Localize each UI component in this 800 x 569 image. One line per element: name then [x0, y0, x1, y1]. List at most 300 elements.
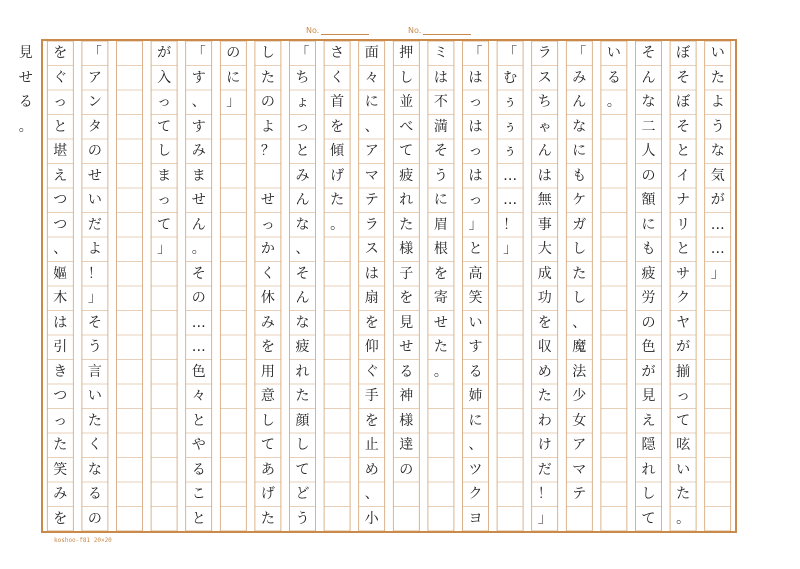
manuscript-character: 功 — [537, 290, 552, 306]
manuscript-character: 並 — [399, 94, 414, 110]
manuscript-character: ツ — [468, 461, 483, 478]
manuscript-character: っ — [468, 192, 483, 208]
manuscript-character: れ — [399, 192, 414, 208]
manuscript-character: た — [260, 69, 275, 86]
manuscript-character: な — [295, 314, 310, 331]
manuscript-character: ガ — [572, 216, 587, 233]
manuscript-character: し — [641, 486, 656, 502]
manuscript-column — [601, 41, 627, 115]
manuscript-character: せ — [87, 167, 102, 184]
manuscript-column — [636, 41, 662, 531]
manuscript-character: く — [87, 437, 102, 453]
manuscript-character: え — [53, 167, 68, 184]
manuscript-character: 見 — [399, 314, 414, 331]
manuscript-character: め — [364, 461, 379, 478]
manuscript-character: が — [676, 339, 691, 355]
manuscript-character: 休 — [260, 290, 275, 306]
number-line — [321, 26, 369, 35]
manuscript-character: マ — [364, 167, 379, 184]
manuscript-character: だ — [87, 216, 102, 233]
manuscript-character: 「 — [468, 45, 483, 61]
manuscript-character: … — [503, 167, 518, 184]
manuscript-character: 色 — [191, 363, 206, 380]
manuscript-character: … — [710, 241, 725, 257]
manuscript-character: ち — [537, 94, 552, 110]
manuscript-character: ア — [572, 437, 587, 453]
manuscript-character: ア — [364, 143, 379, 159]
manuscript-character: 」 — [87, 290, 102, 306]
manuscript-character: そ — [433, 143, 448, 159]
manuscript-character: め — [537, 363, 552, 380]
manuscript-column — [13, 41, 39, 139]
manuscript-character: 傾 — [330, 143, 345, 159]
manuscript-character: 」 — [157, 241, 172, 257]
manuscript-character: う — [433, 167, 448, 184]
manuscript-character: た — [87, 412, 102, 429]
manuscript-character: い — [87, 388, 102, 404]
manuscript-character: く — [330, 69, 345, 86]
manuscript-character: 寄 — [433, 290, 448, 306]
manuscript-character: 。 — [18, 118, 33, 135]
manuscript-character: る — [87, 486, 102, 502]
manuscript-character: っ — [468, 143, 483, 159]
manuscript-character: マ — [572, 461, 587, 478]
manuscript-character: 、 — [191, 94, 206, 110]
manuscript-character: 呟 — [676, 437, 691, 453]
manuscript-character: と — [676, 143, 691, 159]
manuscript-character: げ — [330, 167, 345, 184]
manuscript-character: 堪 — [53, 143, 68, 159]
manuscript-character: 満 — [433, 118, 448, 135]
number-label: No. — [408, 26, 422, 35]
manuscript-character: ま — [191, 167, 206, 184]
manuscript-character: と — [53, 118, 68, 135]
manuscript-character: 扇 — [364, 290, 379, 306]
manuscript-character: た — [676, 486, 691, 502]
manuscript-character: 隠 — [641, 437, 656, 453]
manuscript-character: ん — [295, 192, 310, 208]
manuscript-character: る — [606, 69, 621, 86]
manuscript-character: を — [399, 290, 414, 306]
manuscript-character: て — [157, 216, 172, 233]
manuscript-character: 木 — [53, 290, 68, 306]
manuscript-character: は — [537, 167, 552, 184]
manuscript-character: 「 — [87, 45, 102, 61]
manuscript-character: 」 — [226, 94, 241, 110]
manuscript-character: 色 — [641, 339, 656, 355]
manuscript-character: テ — [364, 192, 379, 208]
manuscript-character: な — [572, 118, 587, 135]
manuscript-character: て — [295, 461, 310, 478]
manuscript-character: つ — [53, 216, 68, 233]
manuscript-character: 、 — [364, 486, 379, 502]
manuscript-character: て — [260, 437, 275, 453]
manuscript-character: く — [260, 265, 275, 282]
manuscript-character: 「 — [191, 45, 206, 61]
manuscript-character: 用 — [260, 363, 275, 380]
manuscript-character: と — [191, 412, 206, 429]
manuscript-column — [428, 41, 454, 384]
manuscript-character: い — [87, 192, 102, 208]
manuscript-character: 、 — [468, 437, 483, 453]
manuscript-character: ス — [537, 69, 552, 86]
manuscript-character: む — [503, 69, 518, 86]
manuscript-character: す — [191, 118, 206, 135]
manuscript-character: が — [157, 45, 172, 61]
manuscript-character: 引 — [53, 339, 68, 355]
manuscript-character: そ — [641, 45, 656, 61]
manuscript-character: ！ — [537, 486, 552, 502]
manuscript-character: ン — [87, 94, 102, 110]
manuscript-character: る — [191, 461, 206, 478]
manuscript-character: て — [399, 143, 414, 159]
manuscript-character: ん — [295, 290, 310, 306]
manuscript-character: ょ — [295, 94, 310, 110]
manuscript-column — [255, 41, 281, 531]
manuscript-character: し — [157, 143, 172, 159]
manuscript-character: テ — [572, 486, 587, 502]
manuscript-character: 、 — [364, 118, 379, 135]
manuscript-character: ぐ — [364, 363, 379, 380]
manuscript-character: ぼ — [676, 94, 691, 110]
manuscript-character: の — [641, 314, 656, 331]
manuscript-character: た — [260, 510, 275, 527]
manuscript-character: だ — [537, 461, 552, 478]
manuscript-character: ぅ — [503, 118, 518, 135]
manuscript-character: っ — [676, 388, 691, 404]
manuscript-character: 顔 — [295, 412, 310, 429]
manuscript-character: ち — [295, 69, 310, 86]
manuscript-character: っ — [157, 192, 172, 208]
manuscript-character: は — [468, 69, 483, 86]
manuscript-character: し — [295, 437, 310, 453]
manuscript-character: 押 — [399, 45, 414, 61]
manuscript-character: 揃 — [676, 363, 691, 380]
manuscript-character: 成 — [537, 265, 552, 282]
manuscript-character: し — [260, 45, 275, 61]
manuscript-character: な — [641, 94, 656, 110]
manuscript-character: ナ — [676, 192, 691, 208]
manuscript-character: 」 — [503, 241, 518, 257]
manuscript-character: 大 — [537, 241, 552, 257]
manuscript-character: ど — [295, 486, 310, 502]
manuscript-character: を — [53, 45, 68, 61]
manuscript-character: 疲 — [399, 167, 414, 184]
manuscript-character: 姉 — [468, 388, 483, 404]
manuscript-character: に — [572, 143, 587, 159]
manuscript-character: っ — [53, 412, 68, 429]
manuscript-character: 」 — [710, 265, 725, 282]
manuscript-column — [359, 41, 385, 531]
manuscript-character: い — [710, 45, 725, 61]
manuscript-column — [566, 41, 592, 507]
manuscript-character: ゃ — [537, 118, 552, 135]
manuscript-character: 、 — [53, 241, 68, 257]
manuscript-character: 根 — [433, 241, 448, 257]
manuscript-character: い — [468, 314, 483, 331]
manuscript-character: み — [260, 314, 275, 331]
manuscript-column — [497, 41, 523, 262]
manuscript-column — [47, 41, 73, 531]
manuscript-character: … — [191, 339, 206, 355]
manuscript-character: 意 — [260, 388, 275, 404]
manuscript-character: は — [364, 265, 379, 282]
manuscript-character: な — [710, 143, 725, 159]
manuscript-character: っ — [157, 94, 172, 110]
manuscript-character: ラ — [364, 216, 379, 233]
manuscript-character: サ — [676, 265, 691, 282]
manuscript-character: き — [53, 363, 68, 380]
manuscript-character: う — [710, 118, 725, 135]
number-field-1 — [306, 26, 369, 35]
manuscript-character: ま — [157, 167, 172, 184]
manuscript-character: た — [53, 437, 68, 453]
manuscript-character: 。 — [606, 94, 621, 110]
manuscript-character: ス — [364, 241, 379, 257]
manuscript-character: そ — [295, 265, 310, 282]
manuscript-character: タ — [87, 118, 102, 135]
manuscript-character: た — [433, 339, 448, 355]
manuscript-character: に — [641, 216, 656, 233]
manuscript-character: 々 — [191, 388, 206, 404]
manuscript-character: が — [710, 192, 725, 208]
manuscript-character: を — [364, 314, 379, 331]
manuscript-character: し — [399, 69, 414, 86]
manuscript-column — [532, 41, 558, 531]
manuscript-character: と — [191, 510, 206, 527]
manuscript-character: そ — [676, 69, 691, 86]
manuscript-character: こ — [191, 486, 206, 502]
manuscript-character: 様 — [399, 241, 414, 257]
manuscript-column — [186, 41, 212, 531]
manuscript-character: 々 — [364, 69, 379, 86]
manuscript-character: せ — [399, 339, 414, 355]
manuscript-character: は — [433, 69, 448, 86]
manuscript-character — [256, 164, 280, 189]
manuscript-character: た — [295, 388, 310, 404]
manuscript-column — [151, 41, 177, 262]
manuscript-character: し — [572, 241, 587, 257]
manuscript-character: 「 — [572, 45, 587, 61]
manuscript-character: 「 — [295, 45, 310, 61]
manuscript-character: 。 — [676, 510, 691, 527]
manuscript-character: か — [260, 241, 275, 257]
manuscript-character: よ — [710, 94, 725, 110]
manuscript-character: も — [572, 167, 587, 184]
manuscript-character: せ — [260, 192, 275, 208]
manuscript-character: … — [710, 216, 725, 233]
manuscript-character: ク — [468, 486, 483, 502]
manuscript-character: と — [468, 241, 483, 257]
manuscript-character: ぅ — [503, 143, 518, 159]
manuscript-character: れ — [641, 461, 656, 478]
manuscript-character: ヨ — [468, 510, 483, 527]
manuscript-column — [463, 41, 489, 531]
manuscript-character: し — [260, 412, 275, 429]
manuscript-character: 気 — [710, 167, 725, 184]
manuscript-character: ア — [87, 69, 102, 86]
manuscript-character: の — [399, 461, 414, 478]
manuscript-character: っ — [295, 118, 310, 135]
manuscript-character: て — [641, 510, 656, 527]
manuscript-column — [670, 41, 696, 531]
manuscript-character: は — [468, 118, 483, 135]
manuscript-character: に — [364, 94, 379, 110]
manuscript-character: 仰 — [364, 339, 379, 355]
manuscript-character: を — [330, 118, 345, 135]
manuscript-character: ラ — [537, 45, 552, 61]
manuscript-character: ぐ — [53, 69, 68, 86]
manuscript-character: え — [641, 412, 656, 429]
manuscript-character: 小 — [364, 510, 379, 527]
manuscript-character: 笑 — [53, 461, 68, 478]
manuscript-character: し — [572, 290, 587, 306]
manuscript-character: っ — [468, 94, 483, 110]
manuscript-character: 少 — [572, 388, 587, 404]
manuscript-character: 額 — [641, 192, 656, 208]
number-field-2 — [408, 26, 471, 35]
manuscript-character: リ — [676, 216, 691, 233]
manuscript-character: べ — [399, 118, 414, 135]
manuscript-character: 様 — [399, 412, 414, 429]
manuscript-character: そ — [191, 265, 206, 282]
manuscript-character: 面 — [364, 45, 379, 61]
manuscript-character: 手 — [364, 388, 379, 404]
manuscript-character: に — [468, 412, 483, 429]
manuscript-character: 笑 — [468, 290, 483, 306]
manuscript-character: 。 — [191, 241, 206, 257]
manuscript-grid — [43, 41, 735, 531]
manuscript-character: 神 — [399, 388, 414, 404]
manuscript-character: つ — [53, 192, 68, 208]
manuscript-character: 不 — [433, 94, 448, 110]
manuscript-character: よ — [260, 118, 275, 135]
manuscript-character: 見 — [641, 388, 656, 404]
manuscript-character: ！ — [87, 265, 102, 282]
manuscript-character: 、 — [572, 314, 587, 331]
manuscript-character: 。 — [433, 363, 448, 380]
manuscript-character: れ — [295, 363, 310, 380]
manuscript-character: イ — [676, 167, 691, 184]
manuscript-character: 」 — [468, 216, 483, 233]
manuscript-character: そ — [87, 314, 102, 331]
manuscript-character: る — [18, 94, 33, 110]
manuscript-character: わ — [537, 412, 552, 429]
manuscript-character: て — [676, 412, 691, 429]
manuscript-character: み — [572, 69, 587, 86]
manuscript-character: 無 — [537, 192, 552, 208]
number-label: No. — [306, 26, 320, 35]
manuscript-character: 女 — [572, 412, 587, 429]
manuscript-character: う — [295, 510, 310, 527]
manuscript-character: た — [537, 388, 552, 404]
manuscript-character: け — [537, 437, 552, 453]
manuscript-character: … — [191, 314, 206, 331]
manuscript-character: ク — [676, 290, 691, 306]
manuscript-character: … — [503, 192, 518, 208]
manuscript-column — [393, 41, 419, 482]
manuscript-character: っ — [260, 216, 275, 233]
manuscript-character: を — [364, 412, 379, 429]
manuscript-character: た — [572, 265, 587, 282]
manuscript-character: て — [157, 118, 172, 135]
manuscript-character: ん — [191, 216, 206, 233]
manuscript-character: 首 — [330, 94, 345, 110]
manuscript-character: に — [226, 69, 241, 86]
manuscript-character: 見 — [18, 45, 33, 61]
manuscript-character: 眉 — [433, 216, 448, 233]
manuscript-character: あ — [260, 461, 275, 478]
manuscript-character: す — [468, 339, 483, 355]
manuscript-character: す — [191, 69, 206, 86]
manuscript-character: つ — [53, 388, 68, 404]
genkou-manuscript-sheet — [18, 39, 737, 533]
manuscript-character: せ — [191, 192, 206, 208]
manuscript-character: た — [330, 192, 345, 208]
manuscript-character: る — [468, 363, 483, 380]
manuscript-character: ぼ — [676, 45, 691, 61]
manuscript-character: ケ — [572, 192, 587, 208]
manuscript-character: は — [468, 167, 483, 184]
manuscript-character: 嫗 — [53, 265, 68, 282]
manuscript-character: 法 — [572, 363, 587, 380]
manuscript-character: た — [399, 216, 414, 233]
manuscript-character: 疲 — [641, 265, 656, 282]
manuscript-character: ん — [537, 143, 552, 159]
manuscript-character: 入 — [157, 69, 172, 86]
manuscript-character: げ — [260, 486, 275, 502]
manuscript-character: の — [260, 94, 275, 110]
manuscript-character: の — [87, 143, 102, 159]
manuscript-character: 、 — [295, 241, 310, 257]
manuscript-character: み — [191, 143, 206, 159]
manuscript-character: と — [676, 241, 691, 257]
manuscript-character: を — [433, 265, 448, 282]
manuscript-character: せ — [18, 69, 33, 86]
manuscript-character: 「 — [503, 45, 518, 61]
manuscript-character: や — [191, 437, 206, 453]
manuscript-character: を — [537, 314, 552, 331]
manuscript-character: 止 — [364, 437, 379, 453]
manuscript-character: ぅ — [503, 94, 518, 110]
manuscript-character: の — [641, 167, 656, 184]
manuscript-character: 高 — [468, 265, 483, 282]
manuscript-character: 収 — [537, 339, 552, 355]
manuscript-column — [705, 41, 731, 286]
manuscript-character: を — [53, 510, 68, 527]
manuscript-column — [82, 41, 108, 531]
manuscript-character: 子 — [399, 265, 414, 282]
manuscript-character: の — [226, 45, 241, 61]
manuscript-character: な — [87, 461, 102, 478]
manuscript-character: は — [53, 314, 68, 331]
manuscript-character: み — [295, 167, 310, 184]
manuscript-character: た — [710, 69, 725, 86]
manuscript-character: な — [295, 216, 310, 233]
manuscript-character: う — [87, 339, 102, 355]
manuscript-column — [290, 41, 316, 531]
manuscript-column — [220, 41, 246, 115]
manuscript-character: の — [87, 510, 102, 527]
number-line — [423, 26, 471, 35]
manuscript-character: 労 — [641, 290, 656, 306]
manuscript-character: ヤ — [676, 314, 691, 331]
manuscript-character: 言 — [87, 363, 102, 380]
manuscript-character: ん — [572, 94, 587, 110]
manuscript-character: そ — [676, 118, 691, 135]
manuscript-character: 事 — [537, 216, 552, 233]
manuscript-character: 疲 — [295, 339, 310, 355]
